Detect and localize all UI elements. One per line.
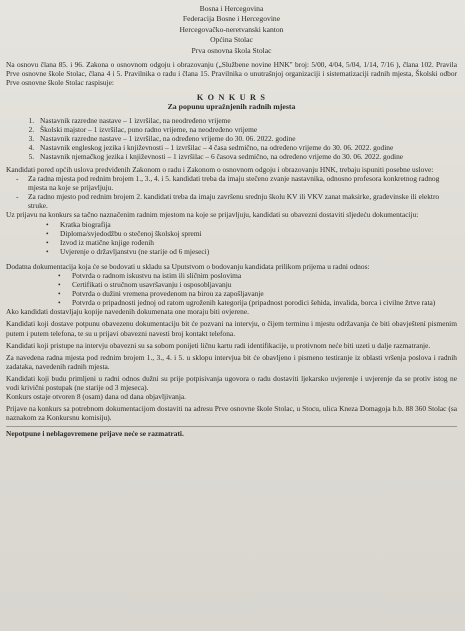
doc-item: • Uvjerenje o državljanstvu (ne starije od 6 mjeseci) bbox=[56, 247, 457, 256]
extra-doc-item: • Certifikati o stručnom usavršavanju i osposobljavanju bbox=[68, 280, 457, 289]
docs-list bbox=[6, 220, 457, 256]
document-header bbox=[6, 4, 457, 56]
header-line: Federacija Bosne i Hercegovine bbox=[182, 14, 281, 24]
doc-item: • Kratka biografija bbox=[56, 220, 457, 229]
doc-item: • Izvod iz matične knjige rođenih bbox=[56, 238, 457, 247]
document-title: K O N K U R S bbox=[196, 93, 267, 103]
conditions-intro: Kandidati pored općih uslova predviđenih Zakonom o radu i Zakonom o osnovnom odgoju i obrazovanju HNK, trebaju ispuniti posebne uslove: bbox=[6, 164, 434, 174]
footer-note: Nepotpune i neblagovremene prijave neće se razmatrati. bbox=[6, 426, 457, 438]
position-item: 2. Školski majstor – 1 izvršilac, puno radno vrijeme, na neodređeno vrijeme bbox=[36, 125, 457, 134]
positions-list bbox=[6, 116, 457, 161]
open-duration-paragraph: Konkurs ostaje otvoren 8 (osam) dana od dana objavljivanja. bbox=[6, 392, 186, 402]
position-item: 4. Nastavnik engleskog jezika i književnosti – 1 izvršilac – 4 časa sedmično, na određeno vrijeme do 30. 06. 2022. godine bbox=[36, 143, 457, 152]
condition-item: - Za radno mjesto pod rednim brojem 2. kandidati treba da imaju završenu srednju školu KV ili VKV zanat maksirke, građevinske ili elektro struke. bbox=[16, 192, 457, 210]
header-line: Općina Stolac bbox=[210, 35, 253, 45]
address-paragraph: Prijave na konkurs sa potrebnom dokumentacijom dostaviti na adresu Prve osnovne škole Stolac, u Stocu, ulica Kneza Domagoja b.b. 88 360 Stolac (sa naznakom za Konkursnu komisiju). bbox=[6, 404, 457, 423]
extra-doc-item: • Potvrda o dužini vremena provedenom na birou za zapošljavanje bbox=[68, 289, 457, 298]
extra-doc-item: • Potvrda o pripadnosti jednoj od ratom ugroženih kategorija (pripadnost porodici šehida, invalida, borca i civilne žrtve rata) bbox=[68, 298, 457, 307]
position-item: 3. Nastavnik razredne nastave – 1 izvršilac, na određeno vrijeme do 30. 06. 2022. godine bbox=[36, 134, 457, 143]
doc-item: • Diploma/svjedodžbu o stečenoj školskoj spremi bbox=[56, 229, 457, 238]
testing-paragraph: Za navedena radna mjesta pod rednim brojem 1., 3., 4. i 5. u sklopu intervjua bit će obavljeno i pismeno testiranje iz oblasti vršenja poslova i radnih zadataka, navedenih radnih mjesta. bbox=[6, 352, 457, 371]
id-card-paragraph: Kandidati koji pristupe na intervju obavezni su sa sobom ponijeti ličnu kartu radi identifikacije, u protivnom neće biti uzeti u dalje razmatranje. bbox=[6, 340, 431, 350]
position-item: 5. Nastavnik njemačkog jezika i književnosti – 1 izvršilac – 6 časova sedmično, na određeno vrijeme do 30. 06. 2022. godine bbox=[36, 152, 457, 161]
document-subtitle: Za popunu upražnjenih radnih mjesta bbox=[167, 102, 296, 112]
extra-docs-list bbox=[6, 271, 457, 307]
extra-doc-item: • Potvrda o radnom iskustvu na istim ili sličnim poslovima bbox=[68, 271, 457, 280]
interview-paragraph: Kandidati koji dostave potpunu obavezenu dokumentaciju bit će pozvani na intervju, o čijem terminu i mjestu održavanja će biti obavještení pismenim putem i putem telefona, te su u prijavi obavezni navesti broj kontakt telefona. bbox=[6, 319, 457, 338]
header-line: Hercegovačko-neretvanski kanton bbox=[179, 24, 284, 34]
intro-paragraph: Na osnovu člana 85. i 96. Zakona o osnovnom odgoju i obrazovanju („Službene novine HNK" broj: 5/00, 4/04, 5/04, 1/14, 7/16 ), člana 102. Pravila Prve osnovne škole Stolac, člana 4 i 5. Pravilnika o radu i člana 15. Pravilnika o unutrašnjoj organizaciji i sistematizaciji radnih mjesta, Školski odbor Prve osnovne škole Stolac raspisuje: bbox=[6, 60, 457, 88]
conditions-list bbox=[6, 174, 457, 210]
position-item: 1. Nastavnik razredne nastave – 1 izvršilac, na neodređeno vrijeme bbox=[36, 116, 457, 125]
condition-item: - Za radna mjesta pod rednim brojem 1., 3., 4. i 5. kandidati treba da imaju stečeno zvanje nastavnika, odnosno profesora konkretnog radnog mjesta na koje se prijavljuju. bbox=[16, 174, 457, 192]
header-line: Bosna i Hercegovina bbox=[199, 4, 264, 13]
medical-paragraph: Kandidati koji budu primljeni u radni odnos dužni su prije potpisivanja ugovora o radu dostaviti ljekarsko uvjerenje i uvjerenje da se protiv istog ne vodi krivični postupak (ne starije od 3 mjeseca). bbox=[6, 373, 457, 393]
docs-intro: Uz prijavu na konkurs sa tačno naznačenim radnim mjestom na koje se prijavljuju, kandidati su obavezni dostaviti sljedeću dokumentaciju: bbox=[6, 210, 419, 220]
copies-note: Ako kandidati dostavljaju kopije navedenih dokumenata one moraju biti ovjerene. bbox=[6, 307, 250, 317]
extra-docs-intro: Dodatna dokumentacija koja će se bodovati u skladu sa Uputstvom o bodovanju kandidata prilikom prijema u radni odnos: bbox=[6, 261, 370, 271]
header-line: Prva osnovna škola Stolac bbox=[191, 45, 272, 55]
